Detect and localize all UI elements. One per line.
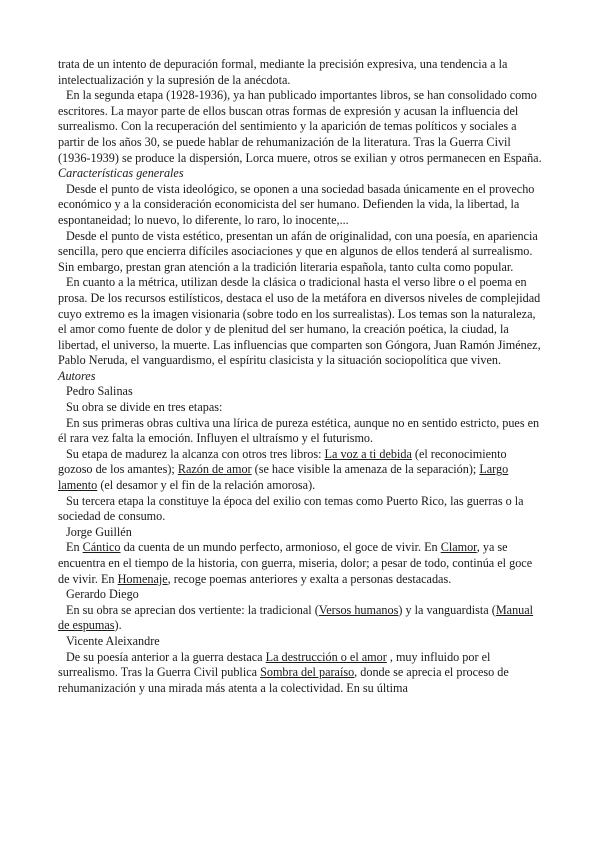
book-title: Clamor bbox=[440, 540, 477, 555]
section-heading bbox=[58, 166, 544, 182]
body-paragraph bbox=[58, 494, 544, 525]
text-run: (se hace visible la amenaza de la separación); bbox=[251, 462, 480, 477]
text-run: , ya se encuentra en el tiempo de la historia, con guerra, miseria, dolor; a pesar de todo, continúa el goce de vivir. En bbox=[58, 540, 533, 586]
text-run: , muy influido por el surrealismo. Tras la Guerra Civil publica bbox=[58, 649, 491, 680]
book-title: Homenaje bbox=[117, 571, 168, 586]
body-paragraph bbox=[58, 416, 544, 447]
text-run: , recoge poemas anteriores y exalta a personas destacadas. bbox=[167, 571, 452, 586]
body-paragraph bbox=[58, 275, 544, 369]
text-run: Autores bbox=[58, 368, 96, 383]
text-run: De su poesía anterior a la guerra destaca bbox=[66, 649, 266, 664]
text-run: Vicente Aleixandre bbox=[66, 633, 160, 648]
body-paragraph bbox=[58, 384, 544, 400]
text-run: ). bbox=[114, 618, 122, 633]
section-heading bbox=[58, 369, 544, 385]
book-title: Razón de amor bbox=[177, 462, 252, 477]
body-paragraph bbox=[58, 603, 544, 634]
text-run: Su etapa de madurez la alcanza con otros tres libros: bbox=[66, 446, 325, 461]
book-title: Sombra del paraíso bbox=[260, 665, 355, 680]
text-run: Desde el punto de vista estético, presentan un afán de originalidad, con una poesía, en apariencia sencilla, pero que encierra difíciles asociaciones y que en algunos de ellos tenderá al surrealismo. Sin embargo, prestan gran atención a la tradición literaria española, tanto culta como popular. bbox=[58, 228, 538, 274]
body-paragraph bbox=[58, 634, 544, 650]
text-run: Gerardo Diego bbox=[66, 587, 139, 602]
book-title: Manual de espumas bbox=[58, 602, 534, 633]
book-title: La destrucción o el amor bbox=[265, 649, 387, 664]
body-paragraph bbox=[58, 229, 544, 276]
body-paragraph bbox=[58, 587, 544, 603]
text-run: trata de un intento de depuración formal, mediante la precisión expresiva, una tendencia a la intelectualización y la supresión de la anécdota. bbox=[58, 57, 508, 87]
text-run: Su obra se divide en tres etapas: bbox=[66, 400, 223, 415]
body-paragraph bbox=[58, 182, 544, 229]
text-run: Jorge Guillén bbox=[66, 524, 132, 539]
body-paragraph bbox=[58, 88, 544, 166]
text-run: En bbox=[66, 540, 83, 555]
body-paragraph bbox=[58, 400, 544, 416]
text-run: Desde el punto de vista ideológico, se oponen a una sociedad basada únicamente en el provecho económico y a la consideración economicista del ser humano. Defienden la vida, la libertad, la espontaneidad; lo nuevo, lo diferente, lo raro, lo inocente,... bbox=[58, 181, 535, 227]
text-run: (el reconocimiento gozoso de los amantes); bbox=[58, 446, 507, 477]
book-title: La voz a ti debida bbox=[324, 446, 412, 461]
body-paragraph bbox=[58, 447, 544, 494]
book-title: Versos humanos bbox=[318, 602, 399, 617]
text-run: En la segunda etapa (1928-1936), ya han publicado importantes libros, se han consolidado como escritores. La mayor parte de ellos buscan otras formas de expresión y acusan la influencia del surrealismo. Con la recuperación del sentimiento y la aparición de temas políticos y sociales a partir de los años 30, se puede hablar de rehumanización de la literatura. Tras la Guerra Civil (1936-1939) se produce la dispersión, Lorca muere, otros se exilian y otros permanecen en España. bbox=[58, 88, 542, 165]
text-run: En su obra se aprecian dos vertiente: la tradicional ( bbox=[66, 602, 319, 617]
text-run: Pedro Salinas bbox=[66, 384, 133, 399]
body-paragraph bbox=[58, 57, 544, 88]
text-run: da cuenta de un mundo perfecto, armonioso, el goce de vivir. En bbox=[120, 540, 441, 555]
text-run: ) y la vanguardista ( bbox=[398, 602, 496, 617]
text-run: En cuanto a la métrica, utilizan desde la clásica o tradicional hasta el verso libre o el poema en prosa. De los recursos estilísticos, destaca el uso de la metáfora en diversos niveles de complejidad cuyo extremo es la imagen visionaria (sobre todo en los surrealistas). Los temas son la naturaleza, el amor como fuente de dolor y de plenitud del ser humano, la creación poética, la ciudad, la libertad, el universo, la muerte. Las influencias que comparten son Góngora, Juan Ramón Jiménez, Pablo Neruda, el vanguardismo, el espíritu clasicista y la situación sociopolítica que viven. bbox=[58, 275, 541, 368]
text-run: Características generales bbox=[58, 166, 184, 181]
text-run: , donde se aprecia el proceso de rehumanización y una mirada más atenta a la colectividad. En su última bbox=[58, 665, 509, 695]
body-paragraph bbox=[58, 540, 544, 587]
text-run: Su tercera etapa la constituye la época del exilio con temas como Puerto Rico, las guerras o la sociedad de consumo. bbox=[58, 493, 524, 524]
text-run: En sus primeras obras cultiva una lírica de pureza estética, aunque no en sentido estricto, pues en él rara vez falta la emoción. Influyen el ultraísmo y el futurismo. bbox=[58, 415, 540, 446]
body-paragraph bbox=[58, 525, 544, 541]
text-run: (el desamor y el fin de la relación amorosa). bbox=[97, 478, 316, 493]
book-title: Largo lamento bbox=[58, 462, 509, 493]
body-paragraph bbox=[58, 650, 544, 697]
book-title: Cántico bbox=[82, 540, 121, 555]
